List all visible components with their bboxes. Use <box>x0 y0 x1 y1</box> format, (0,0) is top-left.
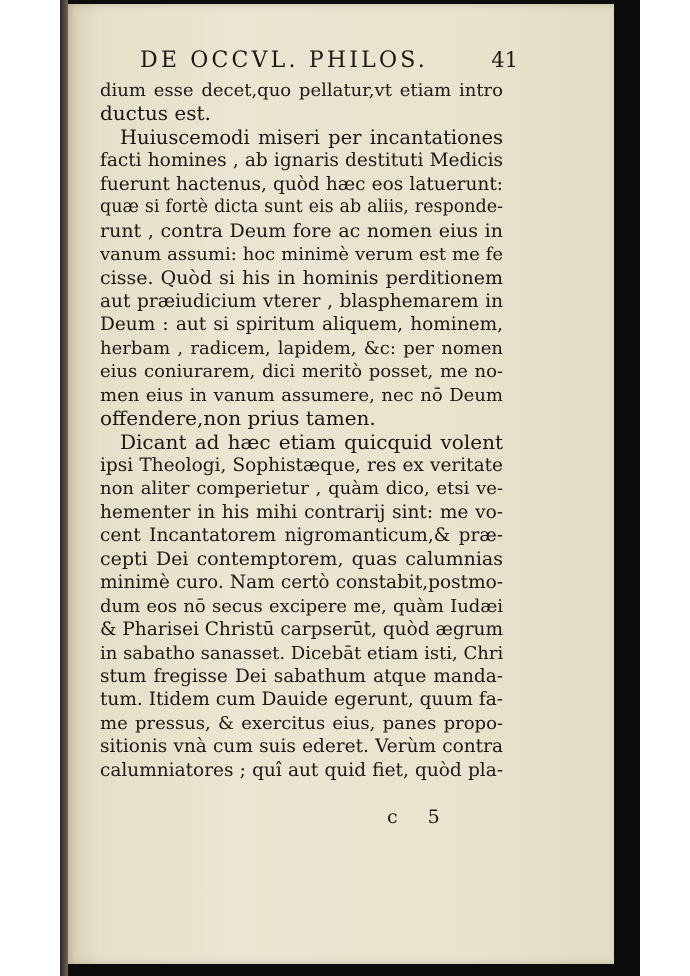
text-line: ductus est. <box>100 102 211 126</box>
text-line: Dicant ad hæc etiam quicquid volent <box>120 430 503 454</box>
signature-mark: c 5 <box>387 806 452 828</box>
page-number: 41 <box>491 48 518 72</box>
text-line: me pressus, & exercitus eius, panes propo- <box>100 712 503 734</box>
running-head: DE OCCVL. PHILOS. <box>140 48 428 73</box>
text-line: herbam , radicem, lapidem, &c: per nomen <box>100 337 503 359</box>
text-line: tum. Itidem cum Dauide egerunt, quum fa- <box>100 689 503 711</box>
text-line: stum fregisse Dei sabathum atque manda- <box>100 665 503 687</box>
text-line: vanum assumi: hoc minimè verum est me fe <box>100 244 503 266</box>
text-line: quæ si fortè dicta sunt eis ab aliis, responde- <box>100 197 503 218</box>
text-line: hementer in his mihi contrarij sint: me vo- <box>100 501 503 523</box>
text-line: calumniatores ; quî aut quid fiet, quòd pla- <box>100 759 503 781</box>
body-text <box>100 79 503 782</box>
text-line: dium esse decet,quo pellatur,vt etiam intro <box>100 80 503 101</box>
text-line: cisse. Quòd si his in hominis perditionem <box>100 266 503 289</box>
text-line: Deum : aut si spiritum aliquem, hominem, <box>100 314 503 336</box>
text-line: eius coniurarem, dici meritò posset, me no- <box>100 361 503 383</box>
text-line: aut præiudicium vterer , blasphemarem in <box>100 290 503 312</box>
text-line: minimè curo. Nam certò constabit,postmo- <box>100 572 503 594</box>
text-line: dum eos nō secus excipere me, quàm Iudæi <box>100 595 503 617</box>
text-line: ipsi Theologi, Sophistæque, res ex veritate <box>100 455 503 476</box>
page-header <box>140 48 518 78</box>
text-line: in sabatho sanasset. Dicebāt etiam isti, Chri <box>100 642 503 664</box>
text-line: cent Incantatorem nigromanticum,& præ- <box>100 525 503 547</box>
book-gutter <box>60 0 68 976</box>
text-line: fuerunt hactenus, quòd hæc eos latuerunt: <box>100 173 503 195</box>
text-line: facti homines , ab ignaris destituti Medicis <box>100 150 503 172</box>
text-line: sitionis vnà cum suis ederet. Verùm contra <box>100 736 503 758</box>
text-line: non aliter comperietur , quàm dico, etsi ve- <box>100 478 503 500</box>
text-line: men eius in vanum assumere, nec nō Deum <box>100 384 503 406</box>
text-line: & Pharisei Christū carpserūt, quòd ægrum <box>100 619 503 641</box>
text-line: runt , contra Deum fore ac nomen eius in <box>100 219 503 242</box>
text-line: Huiuscemodi miseri per incantationes <box>120 125 503 149</box>
text-line: offendere,non prius tamen. <box>100 407 376 431</box>
text-line: cepti Dei contemptorem, quas calumnias <box>100 547 503 570</box>
